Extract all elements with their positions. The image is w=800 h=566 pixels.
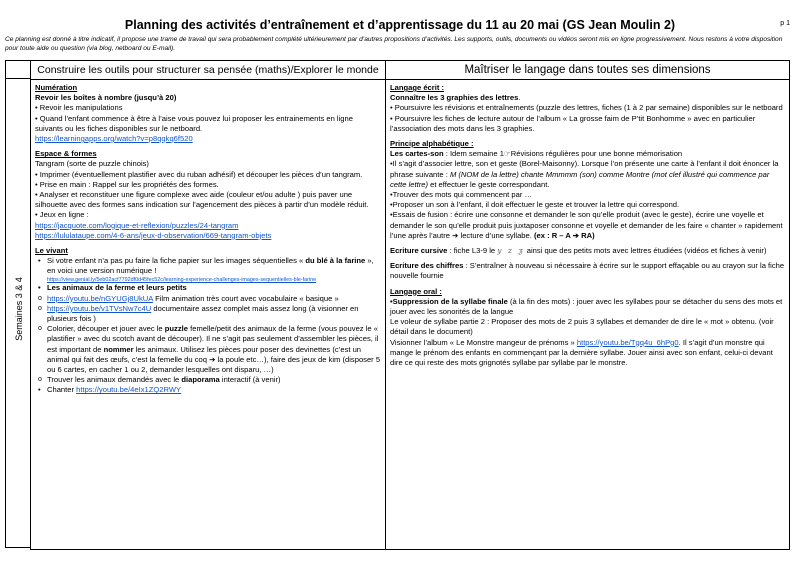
principe-line: •Proposer un son à l’enfant, il doit effectuer le geste et trouver la lettre qui correspond. xyxy=(390,200,680,210)
list-item: o Colorier, découper et jouer avec le puzzle femelle/petit des animaux de la ferme (vous pouvez le « plastifier » avec du scotch avant de découper). Il ne s’agit pas seulement d’assembler les pièces, il est important de nommer les animaux. Utilisez les pièces pour poser des devinettes (c’est un animal qui fait des œufs, c’est la femelle du coq ➔ la poule etc…), faire des jeux de kim (disposer 5 ou 6 cartes, en cacher 1 ou 2, demander lesquelles ont disparu, …) xyxy=(47,324,381,375)
right-column-header: Maîtriser le langage dans toutes ses dimensions xyxy=(386,61,790,80)
ecrit-subtitle: Connaître les 3 graphies des lettres. xyxy=(390,93,521,103)
espace-line: • Prise en main : Rappel sur les propriétés des formes. xyxy=(35,179,219,189)
chiffres-line: Ecriture des chiffres : S’entraîner à nouveau si nécessaire à écrire sur le support effaçable ou au crayon sur la fiche nouvelle fournie xyxy=(390,261,785,281)
left-column-content xyxy=(31,80,386,550)
list-item: o https://youtu.be/nGYUGj8UkUA Film animation très court avec vocabulaire « basique » xyxy=(47,294,381,304)
espace-line: • Imprimer (éventuellement plastifier avec du ruban adhésif) et découper les pièces d’un tangram. xyxy=(35,169,363,179)
list-item: o Trouver les animaux demandés avec le diaporama interactif (à venir) xyxy=(47,375,381,385)
list-item: • Si votre enfant n’a pas pu faire la fiche papier sur les images séquentielles « du blé à la farine », en voici une version numérique ! https://view.genial.ly/5eb02acf7792df0d45fec52c/learning-experience-challenges-images-sequentielles-ble-farine xyxy=(47,256,381,283)
cursive-letters-image: y z ƺ xyxy=(497,246,525,256)
page-title: Planning des activités d’entraînement et d’apprentissage du 11 au 20 mai (GS Jean Moulin 2) xyxy=(124,18,676,32)
vivant-list xyxy=(35,256,381,293)
youtube-link-documentary[interactable]: https://youtu.be/v1TVsNw7c4U xyxy=(47,303,152,313)
side-header-cell xyxy=(5,60,30,79)
principe-line: •Essais de fusion : écrire une consonne et demander le son qu’elle produit (avec le geste), écrire une voyelle et demander le son qu’elle produit puis juxtaposer consonne et voyelle et demander de les faire « chanter » rapidement l’une après l’autre ➔ lecture d’une syllabe. (ex : R – A ➔ RA) xyxy=(390,210,783,240)
list-item: o https://youtu.be/v1TVsNw7c4U documentaire assez complet mais assez long (à visionner en plusieurs fois ) xyxy=(47,304,381,324)
ecrit-line: • Poursuivre les révisions et entraînements (puzzle des lettres, fiches (1 à 2 par semaine) disponibles sur le netboard xyxy=(390,103,783,113)
oral-line: Le voleur de syllabe partie 2 : Proposer des mots de 2 puis 3 syllabes et demander de dire le « mot » obtenu. (voir détail dans le document) xyxy=(390,317,774,337)
left-column-header: Construire les outils pour structurer sa pensée (maths)/Explorer le monde xyxy=(31,61,386,80)
numeration-subtitle: Revoir les boîtes à nombre (jusqu’à 20) xyxy=(35,93,177,103)
list-item: • Chanter https://youtu.be/4eIx1ZQ2RWY xyxy=(47,385,381,395)
principe-line: •Il s’agit d’associer lettre, son et geste (Borel-Maisonny). Lorsque l’on présente une carte à l’enfant il doit énoncer la phrase suivante : M (NOM de la lettre) chante Mmmmm (son) comme Montre (mot clef illustré qui commence par cette lettre) et effectuer le geste correspondant. xyxy=(390,159,779,189)
song-list xyxy=(35,385,381,395)
page-number: p 1 xyxy=(780,20,790,27)
oral-line: Visionner l’album « Le Monstre mangeur de prénoms » https://youtu.be/Tgq4u_6hPg0. Il s’agit d’un monstre qui mange le prénom des enfants en commençant par la dernière syllabe. Jouer ainsi avec son enfant, celui-ci devant dire ce qui reste des mots grignotés syllabe par syllabe par le monstre. xyxy=(390,337,773,368)
genially-link[interactable]: https://view.genial.ly/5eb02acf7792df0d45fec52c/learning-experience-challenges-images-sequentielles-ble-farine xyxy=(47,276,317,283)
animals-sublist xyxy=(35,294,381,386)
numeration-section-title: Numération xyxy=(35,83,78,92)
espace-section-title: Espace & formes xyxy=(35,149,97,159)
principe-section-title: Principe alphabétique : xyxy=(390,139,474,149)
learningapps-link[interactable]: https://learningapps.org/watch?v=p8qqkq6f520 xyxy=(35,134,193,144)
cartes-son-line: Les cartes-son : Idem semaine 1☞Révisions régulières pour une bonne mémorisation xyxy=(390,149,683,159)
right-column-content xyxy=(386,80,790,550)
intro-text: Ce planning est donné à titre indicatif, il propose une trame de travail qui sera probablement complété ultérieurement par d’autres propositions d’activités. Les supports, outils, documents ou vidéos seront mis en ligne progressivement. Nous restons à votre disposition pour toute aide ou question (via blog, netboard ou E-mail). xyxy=(5,36,783,52)
vivant-section-title: Le vivant xyxy=(35,246,68,256)
youtube-link-animation[interactable]: https://youtu.be/nGYUGj8UkUA xyxy=(47,293,153,303)
jacquote-link[interactable]: https://jacquote.com/logique-et-reflexion/puzzles/24-tangram xyxy=(35,220,239,230)
oral-section-title: Langage oral : xyxy=(390,286,442,296)
principe-line: •Trouver des mots qui commencent par … xyxy=(390,190,533,200)
cursive-line: Ecriture cursive : fiche L3-9 le y z ƺ ainsi que des petits mots avec lettres étudiées (vidéos et fiches à venir) xyxy=(390,246,767,256)
list-item: • Les animaux de la ferme et leurs petits xyxy=(47,283,381,293)
espace-line: • Analyser et reconstituer une figure complexe avec aide (couleur et/ou adulte ) puis paver une silhouette avec des formes sans indication sur l’agencement des pièces à partir d’un modèle réduit. xyxy=(35,190,369,210)
youtube-link-monstre[interactable]: https://youtu.be/Tgq4u_6hPg0 xyxy=(576,337,679,347)
side-label-cell xyxy=(5,79,30,548)
ecrit-line: • Poursuivre les fiches de lecture autour de l’album « La grosse faim de P’tit Bonhomme » avec en particulier l’association des mots dans les 3 graphies. xyxy=(390,113,756,133)
weeks-label: Semaines 3 & 4 xyxy=(14,277,24,341)
numeration-line: • Quand l’enfant commence à être à l’aise vous pouvez lui proposer les entrainements en ligne suivants ou les fiches disponibles sur le netboard. xyxy=(35,113,353,133)
ecrit-section-title: Langage écrit : xyxy=(390,83,445,92)
oral-line: •Suppression de la syllabe finale (à la fin des mots) : jouer avec les syllabes pour se détacher du sens des mots et jouer avec les sonorités de la langue xyxy=(390,296,783,317)
espace-line: Tangram (sorte de puzzle chinois) xyxy=(35,159,149,169)
espace-line: • Jeux en ligne : xyxy=(35,210,89,220)
planning-table xyxy=(30,60,790,550)
numeration-line: • Revoir les manipulations xyxy=(35,103,123,113)
youtube-link-song[interactable]: https://youtu.be/4eIx1ZQ2RWY xyxy=(76,385,182,395)
lululataupe-link[interactable]: https://lululataupe.com/4-6-ans/jeux-d-observation/669-tangram-objets xyxy=(35,230,272,240)
